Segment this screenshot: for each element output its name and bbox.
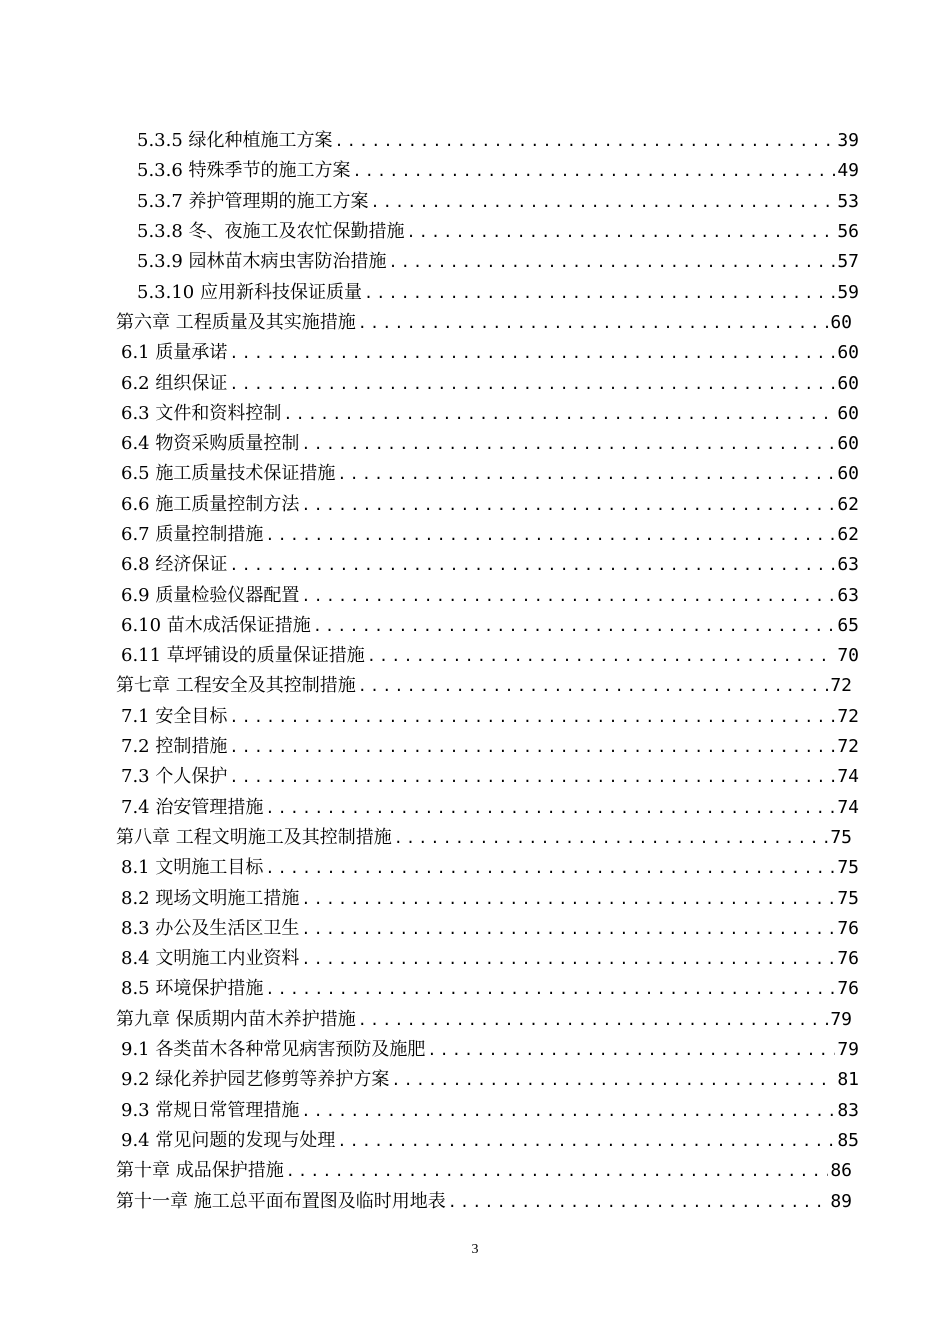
page-number: 3 — [471, 1242, 479, 1257]
toc-entry[interactable] — [0, 217, 859, 247]
toc-entry-page-number: 63 — [837, 584, 859, 606]
toc-leader-dots — [358, 671, 829, 701]
toc-leader-dots — [229, 338, 835, 368]
toc-entry-title: 6.11 草坪铺设的质量保证措施 — [121, 645, 365, 667]
toc-entry-page-number: 72 — [837, 705, 859, 727]
toc-entry-page-number: 39 — [837, 130, 859, 152]
toc-leader-dots — [391, 1065, 835, 1095]
toc-entry-page-number: 86 — [830, 1160, 852, 1182]
toc-leader-dots — [367, 641, 836, 671]
toc-entry-page-number: 49 — [837, 160, 859, 182]
toc-entry-page-number: 79 — [830, 1008, 852, 1030]
toc-entry-title: 9.4 常见问题的发现与处理 — [121, 1129, 336, 1151]
toc-leader-dots — [427, 1035, 835, 1065]
toc-entry-page-number: 74 — [837, 796, 859, 818]
toc-entry[interactable] — [0, 611, 859, 641]
toc-entry[interactable] — [0, 944, 859, 974]
toc-entry[interactable] — [0, 1096, 859, 1126]
table-of-contents — [0, 126, 950, 1217]
toc-entry-page-number: 74 — [837, 766, 859, 788]
toc-entry-title: 9.3 常规日常管理措施 — [121, 1099, 300, 1121]
toc-entry-title: 第七章 工程安全及其控制措施 — [116, 675, 356, 697]
toc-entry[interactable] — [0, 126, 859, 156]
toc-entry-title: 5.3.5 绿化种植施工方案 — [137, 130, 333, 152]
toc-leader-dots — [364, 278, 835, 308]
toc-entry-page-number: 83 — [837, 1099, 859, 1121]
toc-leader-dots — [265, 793, 835, 823]
toc-entry-title: 第十一章 施工总平面布置图及临时用地表 — [116, 1190, 446, 1212]
toc-leader-dots — [229, 369, 835, 399]
toc-entry[interactable] — [0, 1126, 859, 1156]
toc-leader-dots — [301, 884, 835, 914]
toc-entry[interactable] — [0, 732, 859, 762]
toc-entry-page-number: 65 — [837, 614, 859, 636]
toc-entry-page-number: 59 — [837, 281, 859, 303]
toc-entry-page-number: 81 — [837, 1069, 859, 1091]
toc-entry-page-number: 57 — [837, 251, 859, 273]
toc-leader-dots — [407, 217, 836, 247]
toc-entry[interactable] — [0, 459, 859, 489]
toc-entry-page-number: 75 — [837, 887, 859, 909]
toc-entry[interactable] — [0, 1065, 859, 1095]
toc-entry-title: 第十章 成品保护措施 — [116, 1160, 284, 1182]
toc-entry-page-number: 63 — [837, 554, 859, 576]
toc-leader-dots — [301, 490, 835, 520]
toc-entry-title: 5.3.9 园林苗木病虫害防治措施 — [137, 251, 387, 273]
toc-entry[interactable] — [0, 702, 859, 732]
toc-entry-page-number: 60 — [830, 311, 852, 333]
toc-entry-page-number: 60 — [837, 372, 859, 394]
toc-entry-page-number: 62 — [837, 524, 859, 545]
toc-entry-page-number: 56 — [837, 221, 859, 243]
toc-entry-title: 5.3.6 特殊季节的施工方案 — [137, 160, 351, 182]
toc-leader-dots — [229, 732, 835, 762]
toc-entry[interactable] — [0, 883, 859, 913]
toc-entry[interactable] — [0, 580, 859, 610]
toc-entry[interactable] — [0, 247, 859, 277]
toc-entry-title: 9.1 各类苗木各种常见病害预防及施肥 — [121, 1039, 426, 1061]
toc-entry-title: 6.6 施工质量控制方法 — [121, 493, 300, 515]
toc-entry-title: 第八章 工程文明施工及其控制措施 — [116, 826, 392, 848]
toc-leader-dots — [394, 823, 829, 853]
toc-leader-dots — [301, 581, 835, 611]
toc-leader-dots — [265, 974, 835, 1004]
toc-entry-title: 8.5 环境保护措施 — [121, 978, 264, 1000]
toc-entry-title: 6.8 经济保证 — [121, 554, 228, 576]
toc-entry[interactable] — [0, 429, 859, 459]
toc-entry-page-number: 75 — [830, 826, 852, 848]
toc-leader-dots — [301, 429, 835, 459]
toc-leader-dots — [358, 1005, 829, 1035]
toc-entry-page-number: 76 — [837, 978, 859, 1000]
toc-leader-dots — [389, 247, 836, 277]
toc-entry[interactable] — [0, 914, 859, 944]
toc-entry-page-number: 60 — [837, 402, 859, 424]
toc-entry[interactable] — [0, 974, 859, 1004]
toc-entry-title: 6.5 施工质量技术保证措施 — [121, 463, 336, 485]
toc-entry[interactable] — [0, 853, 859, 883]
toc-entry-title: 8.1 文明施工目标 — [121, 857, 264, 879]
toc-entry-page-number: 62 — [837, 493, 859, 515]
toc-leader-dots — [229, 762, 835, 792]
toc-entry[interactable] — [0, 550, 859, 580]
toc-leader-dots — [358, 308, 829, 338]
toc-entry[interactable] — [0, 1156, 852, 1186]
toc-leader-dots — [229, 550, 835, 580]
toc-entry-page-number: 70 — [837, 645, 859, 667]
toc-entry-page-number: 75 — [837, 857, 859, 879]
toc-entry-title: 6.9 质量检验仪器配置 — [121, 584, 300, 606]
toc-leader-dots — [337, 1126, 835, 1156]
toc-leader-dots — [353, 156, 836, 186]
toc-entry[interactable] — [0, 671, 852, 701]
toc-entry[interactable] — [0, 793, 859, 823]
toc-entry-title: 5.3.7 养护管理期的施工方案 — [137, 190, 369, 212]
toc-entry-title: 第九章 保质期内苗木养护措施 — [116, 1008, 356, 1030]
toc-leader-dots — [448, 1187, 829, 1217]
toc-leader-dots — [229, 702, 835, 732]
toc-entry[interactable] — [0, 823, 852, 853]
toc-entry[interactable] — [0, 490, 859, 520]
toc-entry[interactable] — [0, 187, 859, 217]
toc-entry-title: 6.2 组织保证 — [121, 372, 228, 394]
toc-leader-dots — [313, 611, 836, 641]
toc-entry-title: 8.3 办公及生活区卫生 — [121, 917, 300, 939]
toc-entry[interactable] — [0, 1035, 859, 1065]
toc-leader-dots — [286, 1156, 829, 1186]
toc-entry-title: 5.3.10 应用新科技保证质量 — [137, 281, 362, 303]
toc-entry[interactable] — [0, 1186, 852, 1216]
toc-entry-page-number: 72 — [830, 675, 852, 697]
toc-leader-dots — [265, 520, 835, 550]
toc-entry-title: 7.2 控制措施 — [121, 736, 228, 758]
toc-entry-title: 6.4 物资采购质量控制 — [121, 433, 300, 455]
toc-entry-title: 5.3.8 冬、夜施工及农忙保勤措施 — [137, 221, 405, 243]
toc-entry[interactable] — [0, 399, 859, 429]
toc-entry-title: 7.1 安全目标 — [121, 705, 228, 727]
toc-entry-title: 9.2 绿化养护园艺修剪等养护方案 — [121, 1069, 390, 1091]
toc-entry-page-number: 76 — [837, 948, 859, 970]
toc-entry[interactable] — [0, 762, 859, 792]
toc-entry-title: 7.3 个人保护 — [121, 766, 228, 788]
toc-leader-dots — [371, 187, 836, 217]
toc-entry-title: 8.4 文明施工内业资料 — [121, 948, 300, 970]
toc-leader-dots — [337, 459, 835, 489]
toc-leader-dots — [301, 944, 835, 974]
toc-entry[interactable] — [0, 277, 859, 307]
toc-entry-title: 8.2 现场文明施工措施 — [121, 887, 300, 909]
toc-entry-title: 第六章 工程质量及其实施措施 — [116, 311, 356, 333]
toc-entry[interactable] — [0, 641, 859, 671]
toc-leader-dots — [265, 853, 835, 883]
toc-entry-title: 6.10 苗木成活保证措施 — [121, 614, 311, 636]
toc-entry-page-number: 60 — [837, 463, 859, 485]
toc-entry[interactable] — [0, 338, 859, 368]
toc-entry-page-number: 72 — [837, 736, 859, 758]
toc-entry-page-number: 60 — [837, 342, 859, 364]
toc-entry-title: 7.4 治安管理措施 — [121, 796, 264, 818]
toc-entry-page-number: 60 — [837, 433, 859, 455]
toc-leader-dots — [335, 126, 836, 156]
toc-entry[interactable] — [0, 308, 852, 338]
toc-entry-page-number: 79 — [837, 1039, 859, 1061]
toc-entry-page-number: 85 — [837, 1129, 859, 1151]
toc-entry-title: 6.1 质量承诺 — [121, 342, 228, 364]
toc-leader-dots — [283, 399, 835, 429]
toc-entry[interactable] — [0, 520, 859, 550]
toc-entry-title: 6.7 质量控制措施 — [121, 524, 264, 545]
toc-entry-page-number: 76 — [837, 917, 859, 939]
toc-entry-title: 6.3 文件和资料控制 — [121, 402, 282, 424]
toc-entry[interactable] — [0, 368, 859, 398]
toc-entry[interactable] — [0, 156, 859, 186]
toc-entry-page-number: 53 — [837, 190, 859, 212]
toc-leader-dots — [301, 1096, 835, 1126]
toc-leader-dots — [301, 914, 835, 944]
toc-entry-page-number: 89 — [830, 1190, 852, 1212]
toc-entry[interactable] — [0, 1005, 852, 1035]
